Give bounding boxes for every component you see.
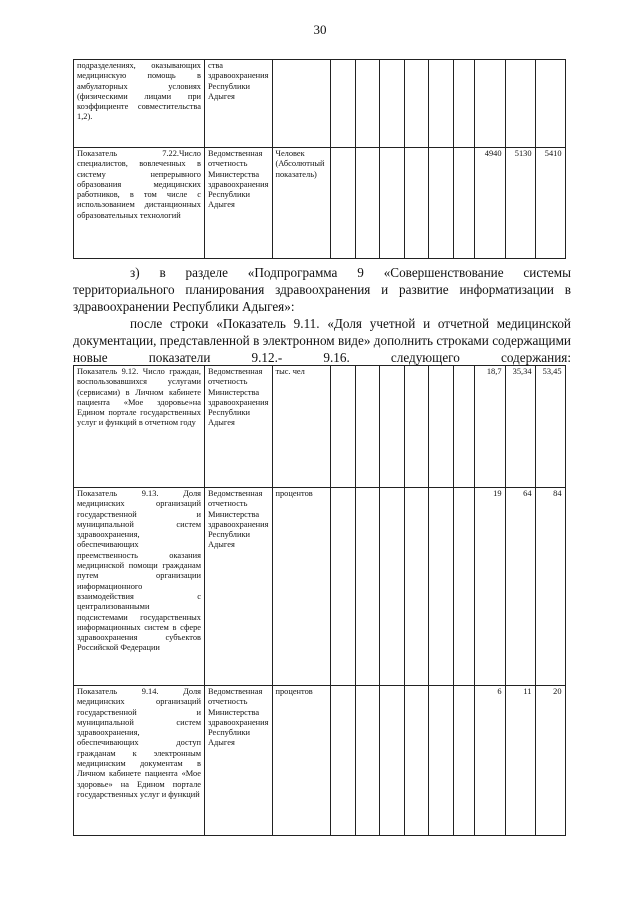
value-cell [535,60,565,148]
page-number: 30 [313,22,327,37]
source-cell: Ведомственная отчетность Министерства здравоохранения Республики Адыгея [205,488,273,686]
empty-cell [404,488,428,686]
unit-cell: процентов [272,488,330,686]
value-cell: 20 [535,686,565,836]
empty-cell [379,488,404,686]
empty-cell [330,60,355,148]
unit-cell: Человек (Абсолютный показатель) [272,148,330,259]
empty-cell [404,686,428,836]
source-cell: Ведомственная отчетность Министерства здравоохранения Республики Адыгея [205,148,273,259]
value-cell [474,60,505,148]
unit-cell: процентов [272,686,330,836]
empty-cell [428,686,453,836]
indicator-cell: Показатель 9.12. Число граждан, воспользовавшихся услугами (сервисами) в Личном кабинете пациента «Мое здоровье»на Едином портале государственных услуг и функций в отчетном году [74,366,205,488]
empty-cell [428,148,453,259]
empty-cell [379,366,404,488]
empty-cell [428,488,453,686]
empty-cell [404,148,428,259]
value-cell: 5410 [535,148,565,259]
empty-cell [379,686,404,836]
indicator-table-continued [73,59,566,259]
empty-cell [404,60,428,148]
empty-cell [330,148,355,259]
value-cell: 19 [474,488,505,686]
indicator-cell: Показатель 9.14. Доля медицинских организаций государственной и муниципальной систем здравоохранения, обеспечивающих доступ гражданам к электронным медицинским документам в Личном кабинете пациента «Мое здоровье» на Едином портале государственных услуг и функций [74,686,205,836]
value-cell: 11 [505,686,535,836]
empty-cell [379,148,404,259]
value-cell: 64 [505,488,535,686]
amendment-paragraph-insert: после строки «Показатель 9.11. «Доля учетной и отчетной медицинской документации, представленной в электронном виде» дополнить строками содержащими новые показатели 9.12.- 9.16. следующего содержания: [73,316,571,365]
empty-cell [355,60,379,148]
table-row [74,686,566,836]
empty-cell [453,686,474,836]
empty-cell [404,366,428,488]
indicator-table-new [73,365,566,836]
table-row [74,366,566,488]
empty-cell [379,60,404,148]
source-cell: Ведомственная отчетность Министерства здравоохранения Республики Адыгея [205,686,273,836]
empty-cell [355,366,379,488]
unit-cell [272,60,330,148]
empty-cell [453,148,474,259]
value-cell: 53,45 [535,366,565,488]
value-cell: 6 [474,686,505,836]
value-cell: 18,7 [474,366,505,488]
indicator-cell: Показатель 7.22.Число специалистов, вовлеченных в систему непрерывного образования медицинских работников, в том числе с использованием дистанционных образовательных технологий [74,148,205,259]
value-cell: 4940 [474,148,505,259]
value-cell: 5130 [505,148,535,259]
table-row [74,488,566,686]
empty-cell [355,148,379,259]
indicator-cell: Показатель 9.13. Доля медицинских организаций государственной и муниципальной систем здравоохранения, обеспечивающих преемственность оказания медицинской помощи гражданам путем организации информационного взаимодействия с централизованными подсистемами государственных информационных систем в сфере здравоохранения субъектов Российской Федерации [74,488,205,686]
empty-cell [330,686,355,836]
amendment-paragraph-z: з) в разделе «Подпрограмма 9 «Совершенствование системы территориального планирования здравоохранения и развитие информатизации в здравоохранении Республики Адыгея»: [73,265,571,314]
source-cell: Ведомственная отчетность Министерства здравоохранения Республики Адыгея [205,366,273,488]
empty-cell [355,686,379,836]
empty-cell [330,366,355,488]
empty-cell [453,366,474,488]
empty-cell [355,488,379,686]
indicator-cell: подразделениях, оказывающих медицинскую помощь в амбулаторных условиях (физическими лицами при коэффициенте совместительства 1,2). [74,60,205,148]
table-row [74,148,566,259]
table-row [74,60,566,148]
empty-cell [428,366,453,488]
source-cell: ства здравоохранения Республики Адыгея [205,60,273,148]
empty-cell [453,60,474,148]
empty-cell [428,60,453,148]
value-cell [505,60,535,148]
empty-cell [330,488,355,686]
value-cell: 84 [535,488,565,686]
empty-cell [453,488,474,686]
value-cell: 35,34 [505,366,535,488]
unit-cell: тыс. чел [272,366,330,488]
